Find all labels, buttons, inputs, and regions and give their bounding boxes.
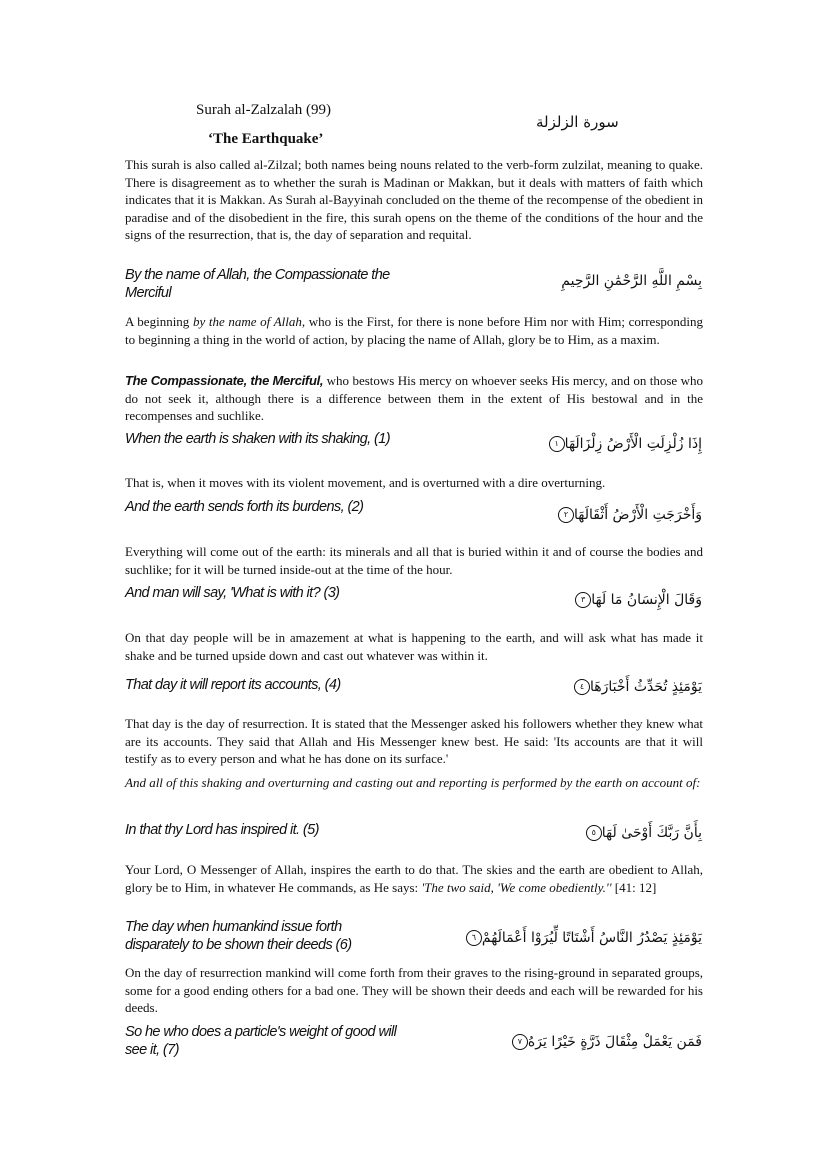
basmala-verse: By the name of Allah, the Compassionate the Merciful [125, 267, 390, 301]
arabic-text: وَقَالَ الْإِنسَانُ مَا لَهَا [591, 592, 702, 608]
basmala-commentary-2 [125, 372, 703, 425]
verse-5-arabic [582, 825, 702, 841]
ayah-number-icon: ٥ [586, 825, 602, 841]
verse-3: And man will say, 'What is with it? (3) [125, 585, 340, 601]
arabic-text: وَأَخْرَجَتِ الْأَرْضُ أَثْقَالَهَا [573, 507, 702, 523]
basmala-arabic: بِسْمِ اللَّهِ الرَّحْمَٰنِ الرَّحِيمِ [561, 273, 702, 289]
commentary-bold: The Compassionate, the Merciful, [125, 373, 324, 388]
ayah-number-icon: ٧ [512, 1034, 528, 1050]
ayah-number-icon: ٤ [574, 679, 590, 695]
verse-6: The day when humankind issue forth disparately to be shown their deeds (6) [125, 919, 352, 953]
verse-5-commentary [125, 861, 703, 896]
verse-6-arabic [462, 930, 702, 946]
arabic-text: فَمَن يَعْمَلْ مِثْقَالَ ذَرَّةٍ خَيْرًا يَرَهُ [527, 1034, 702, 1050]
verse-7-arabic [508, 1034, 702, 1050]
verse-3-arabic [571, 592, 702, 608]
intro-paragraph [125, 156, 703, 244]
verse-1: When the earth is shaken with its shaking, (1) [125, 431, 390, 447]
verse-4-note: And all of this shaking and overturning and casting out and reporting is performed by the earth on account of: [125, 775, 701, 790]
commentary-text: A beginning [125, 314, 193, 329]
surah-title: Surah al-Zalzalah (99) [196, 102, 331, 118]
ayah-number-icon: ٣ [575, 592, 591, 608]
verse-3-commentary: On that day people will be in amazement at what is happening to the earth, and will ask what has made it shake and be turned upside down and cast out whatever was within it. [125, 630, 703, 663]
arabic-text: يَوْمَئِذٍ تُحَدِّثُ أَخْبَارَهَا [589, 679, 702, 695]
ayah-number-icon: ١ [549, 436, 565, 452]
commentary-text: who bestows His mercy on whoever seeks His mercy, and on those who do not seek it, although there is a difference between them in the extent of His bestowal and in the recompenses and suchlike. [125, 373, 703, 423]
arabic-text: إِذَا زُلْزِلَتِ الْأَرْضُ زِلْزَالَهَا [564, 436, 702, 452]
ayah-number-icon: ٢ [558, 507, 574, 523]
commentary-text: Your Lord, O Messenger of Allah, inspires the earth to do that. The skies and the earth are obedient to Allah, glory be to Him, in whatever He commands, as He says: [125, 862, 703, 895]
ayah-number-icon: ٦ [466, 930, 482, 946]
verse-2: And the earth sends forth its burdens, (2) [125, 499, 364, 515]
arabic-text: بِأَنَّ رَبَّكَ أَوْحَىٰ لَهَا [601, 825, 702, 841]
surah-subtitle: ‘The Earthquake’ [208, 131, 324, 147]
commentary-reference: [41: 12] [611, 879, 657, 895]
arabic-text: يَوْمَئِذٍ يَصْدُرُ النَّاسُ أَشْتَاتًا لِّيُرَوْا أَعْمَالَهُمْ [481, 930, 702, 946]
verse-5: In that thy Lord has inspired it. (5) [125, 822, 319, 838]
commentary-text: who is the First, for there is none before Him nor with Him; corresponding to beginning a thing in the world of action, by placing the name of Allah, glory be to Him, as a maxim. [125, 314, 703, 347]
intro-text: This surah is also called al-Zilzal; both names being nouns related to the verb-form zulzilat, meaning to quake. There is disagreement as to whether the surah is Madinan or Makkan, but it deals with matters of faith which indicates that it is Makkan. As Surah al-Bayyinah concluded on the theme of the recompense of the obedient in paradise and of the disobedient in the fire, this surah opens on the theme of the conditions of the hour and the signs of the resurrection, that is, the day of separation and requital. [125, 157, 703, 242]
verse-4: That day it will report its accounts, (4) [125, 677, 341, 693]
arabic-surah-title: سورة الزلزلة [536, 113, 619, 131]
verse-7: So he who does a particle's weight of good will see it, (7) [125, 1024, 397, 1058]
commentary-emphasis: by the name of Allah, [192, 314, 306, 329]
verse-2-commentary: Everything will come out of the earth: its minerals and all that is buried within it and of course the bodies and suchlike; for it will be turned inside-out at the time of the hour. [125, 544, 703, 577]
verse-1-arabic [545, 436, 702, 452]
verse-6-commentary: On the day of resurrection mankind will come forth from their graves to the rising-ground in separated groups, some for a good ending others for a bad one. They will be shown their deeds and each will be rewarded for his deeds. [125, 965, 703, 1015]
verse-4-arabic [570, 679, 702, 695]
basmala-commentary-1 [125, 313, 703, 348]
commentary-quote: 'The two said, 'We come obediently.'' [421, 879, 612, 895]
verse-1-commentary: That is, when it moves with its violent movement, and is overturned with a dire overturning. [125, 475, 606, 490]
verse-4-commentary: That day is the day of resurrection. It is stated that the Messenger asked his followers whether they knew what are its accounts. They said that Allah and His Messenger knew best. He said: 'Its accounts are that it will testify as to every person and what he has done on its surface.' [125, 716, 703, 766]
verse-2-arabic [554, 507, 702, 523]
